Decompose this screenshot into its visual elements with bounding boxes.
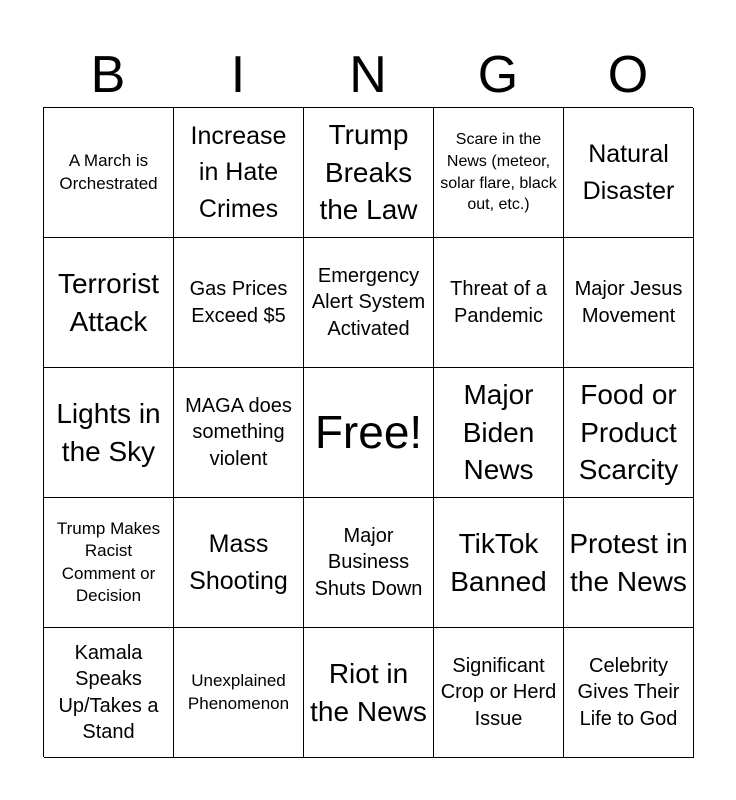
bingo-cell[interactable] [434, 108, 564, 238]
bingo-cell[interactable] [434, 368, 564, 498]
bingo-cell[interactable] [304, 498, 434, 628]
bingo-board [43, 107, 693, 757]
bingo-cell-text: Riot in the News [310, 657, 427, 727]
bingo-cell[interactable] [174, 628, 304, 758]
bingo-cell[interactable] [174, 368, 304, 498]
bingo-cell[interactable] [44, 108, 174, 238]
bingo-cell-text: A March is Orchestrated [59, 151, 158, 193]
bingo-header [43, 44, 693, 106]
bingo-cell-text: TikTok Banned [450, 527, 547, 597]
bingo-cell-text: Protest in the News [569, 527, 688, 597]
bingo-cell[interactable] [44, 628, 174, 758]
bingo-cell-text: Major Biden News [462, 378, 535, 486]
bingo-cell-text: MAGA does something violent [185, 394, 292, 470]
bingo-cell-text: Kamala Speaks Up/Takes a Stand [58, 641, 159, 743]
free-space-cell[interactable] [304, 368, 434, 498]
bingo-cell[interactable] [434, 628, 564, 758]
bingo-cell[interactable] [564, 238, 694, 368]
header-letter-n: N [349, 46, 387, 104]
bingo-cell-text: Mass Shooting [189, 530, 288, 595]
bingo-cell-text: Gas Prices Exceed $5 [189, 278, 288, 327]
bingo-cell-text: Emergency Alert System Activated [311, 264, 426, 340]
bingo-cell-text: Unexplained Phenomenon [187, 671, 290, 713]
bingo-cell-text: Increase in Hate Crimes [190, 122, 287, 223]
bingo-cell-text: Major Jesus Movement [574, 278, 683, 327]
bingo-cell-text: Lights in the Sky [56, 397, 161, 467]
bingo-cell[interactable] [564, 628, 694, 758]
bingo-cell-text: Trump Makes Racist Comment or Decision [56, 519, 161, 605]
bingo-cell[interactable] [174, 108, 304, 238]
bingo-cell[interactable] [304, 628, 434, 758]
bingo-cell-text: Trump Breaks the Law [319, 118, 418, 226]
header-letter-o: O [607, 46, 649, 104]
bingo-cell-text: Significant Crop or Herd Issue [440, 654, 557, 730]
bingo-cell-text: Major Business Shuts Down [314, 524, 423, 600]
bingo-cell[interactable] [434, 498, 564, 628]
bingo-cell-text: Scare in the News (meteor, solar flare, black out, etc.) [440, 131, 557, 214]
bingo-cell-text: Threat of a Pandemic [450, 278, 547, 327]
bingo-cell[interactable] [564, 498, 694, 628]
bingo-cell-text: Terrorist Attack [57, 267, 160, 337]
bingo-cell[interactable] [434, 238, 564, 368]
bingo-cell[interactable] [44, 368, 174, 498]
header-letter-b: B [90, 46, 126, 104]
bingo-cell[interactable] [304, 108, 434, 238]
bingo-cell[interactable] [174, 498, 304, 628]
bingo-cell[interactable] [174, 238, 304, 368]
header-letter-i: I [230, 46, 246, 104]
bingo-cell[interactable] [564, 108, 694, 238]
bingo-cell[interactable] [44, 238, 174, 368]
bingo-cell[interactable] [44, 498, 174, 628]
bingo-cell-text: Natural Disaster [582, 140, 675, 205]
bingo-cell[interactable] [564, 368, 694, 498]
bingo-cell-text: Food or Product Scarcity [578, 378, 679, 486]
bingo-cell[interactable] [304, 238, 434, 368]
free-space-text: Free! [314, 406, 423, 459]
header-letter-g: G [477, 46, 519, 104]
bingo-cell-text: Celebrity Gives Their Life to God [577, 654, 680, 730]
